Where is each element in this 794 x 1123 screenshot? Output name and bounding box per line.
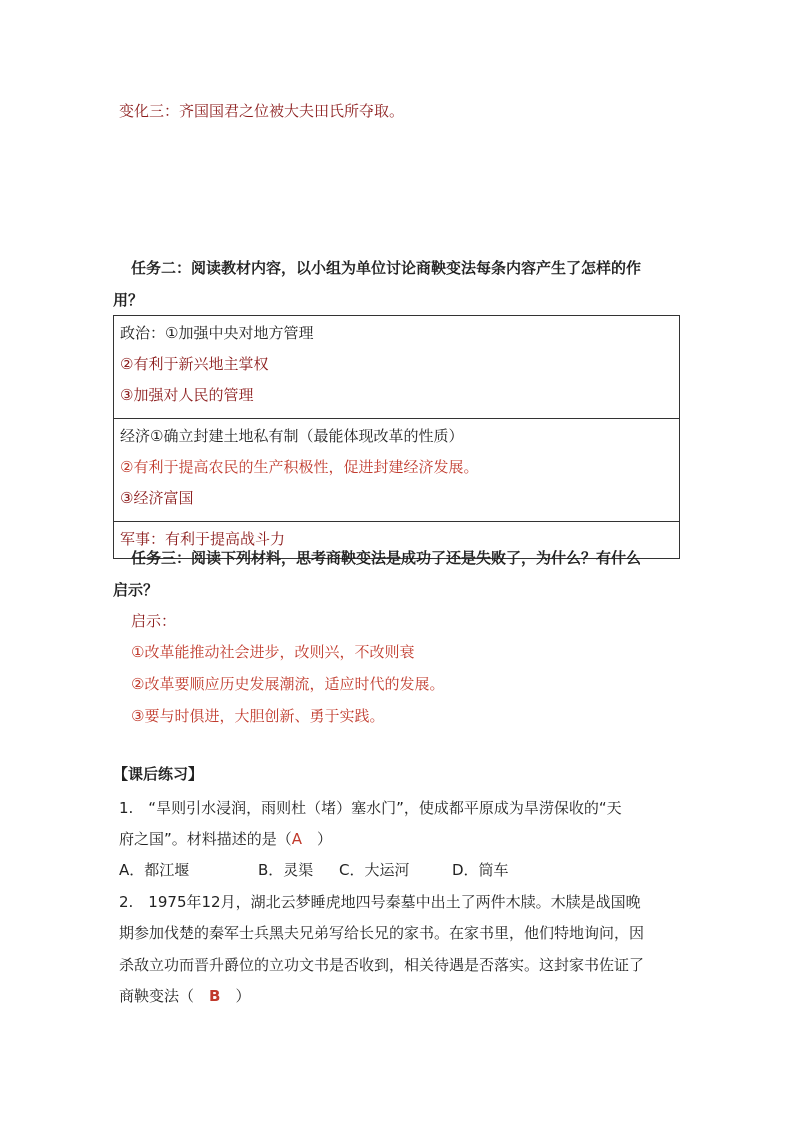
insight-item-1: ①改革能推动社会进步，改则兴，不改则衰 [131,643,415,661]
question2-suffix: ） [220,987,251,1005]
task2-heading-line1: 任务二：阅读教材内容，以小组为单位讨论商鞅变法每条内容产生了怎样的作 [131,259,642,277]
question2-line3: 杀敌立功而晋升爵位的立功文书是否收到，相关待遇是否落实。这封家书佐证了 [119,956,645,974]
economy-item1: 经济①确立封建土地私有制（最能体现改革的性质） [120,427,464,445]
question2-line1: 2. 1975年12月，湖北云梦睡虎地四号秦墓中出土了两件木牍。木牍是战国晚 [119,893,641,911]
table-cell-economy [114,419,680,522]
politics-item3: ③加强对人民的管理 [120,386,254,404]
politics-item1: 政治：①加强中央对地方管理 [120,324,314,342]
question2-line2: 期参加伐楚的秦军士兵黑夫兄弟写给长兄的家书。在家书里，他们特地询问，因 [119,924,645,942]
military-item1: 军事：有利于提高战斗力 [120,530,286,548]
change3-text: 变化三：齐国国君之位被大夫田氏所夺取。 [119,102,405,120]
reform-effects-table [113,315,680,559]
question1-prefix: 府之国”。材料描述的是（ [119,830,292,848]
question2-answer: B [209,987,221,1005]
question1-option-c: C．大运河 [339,861,410,879]
question1-option-a: A．都江堰 [119,861,190,879]
question1-suffix: ） [302,830,333,848]
table-row-economy [114,419,680,522]
question1-answer: A [291,830,303,848]
question1-option-d: D．筒车 [452,861,509,879]
economy-item3: ③经济富国 [120,489,194,507]
question1-option-b: B．灵渠 [258,861,314,879]
question1-line2 [119,829,332,849]
table-row-politics [114,316,680,419]
task3-heading-line2: 启示？ [113,581,159,599]
question2-prefix: 商鞅变法（ [119,987,210,1005]
question1-line1: 1. “旱则引水浸润，雨则杜（堵）塞水门”，使成都平原成为旱涝保收的“天 [119,799,622,817]
task2-heading-line2: 用？ [113,291,144,309]
insight-item-2: ②改革要顺应历史发展潮流，适应时代的发展。 [131,675,445,693]
insight-label: 启示： [131,612,177,630]
politics-item2: ②有利于新兴地主掌权 [120,355,269,373]
question2-line4 [119,986,250,1006]
economy-item2: ②有利于提高农民的生产积极性，促进封建经济发展。 [120,458,479,476]
exercise-heading: 【课后练习】 [113,765,204,783]
insight-item-3: ③要与时俱进，大胆创新、勇于实践。 [131,707,385,725]
table-cell-politics [114,316,680,419]
task3-heading-line1: 任务三：阅读下列材料，思考商鞅变法是成功了还是失败了，为什么？有什么 [131,549,642,567]
